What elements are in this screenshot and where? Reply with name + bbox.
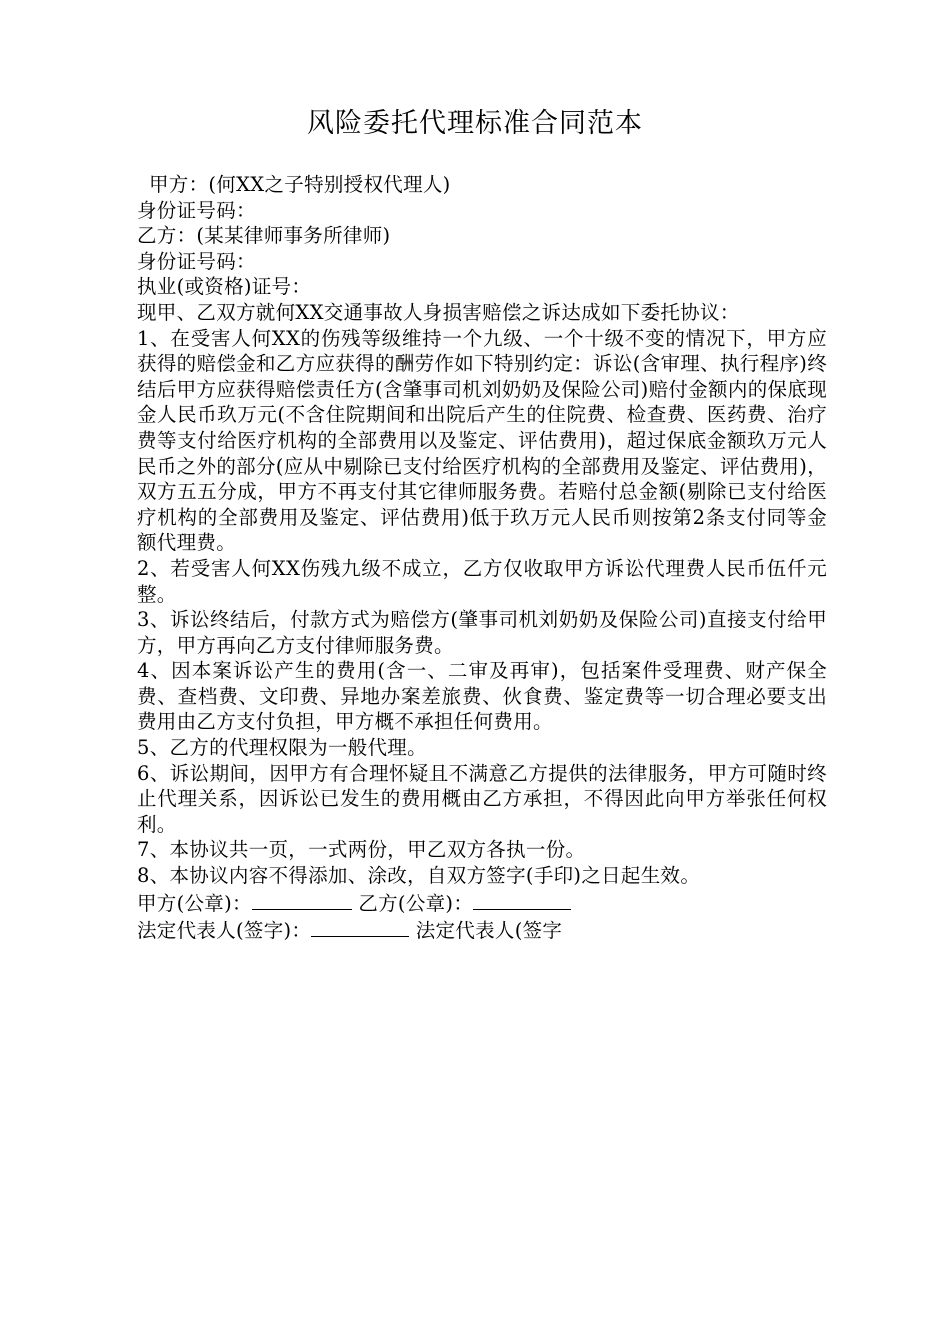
party-a-seal-label: 甲方(公章)：	[137, 891, 252, 915]
clause-3: 3、诉讼终结后，付款方式为赔偿方(肇事司机刘奶奶及保险公司)直接支付给甲方，甲方再向乙方支付律师服务费。	[137, 608, 827, 657]
rep-a-label: 法定代表人(签字)：	[137, 919, 312, 943]
clause-7: 7、本协议共一页，一式两份，甲乙双方各执一份。	[137, 838, 586, 862]
contract-body	[137, 172, 827, 944]
party-b-id-line: 身份证号码：	[137, 249, 256, 273]
rep-b-label: 法定代表人(签字	[415, 919, 563, 943]
party-a-line: 甲方：(何XX之子特别授权代理人)	[149, 173, 451, 196]
party-b-license-line: 执业(或资格)证号：	[137, 275, 312, 299]
intro-paragraph: 现甲、乙双方就何XX交通事故人身损害赔偿之诉达成如下委托协议：	[137, 300, 740, 324]
clause-1: 1、在受害人何XX的伤残等级维持一个九级、一个十级不变的情况下，甲方应获得的赔偿金和乙方应获得的酬劳作如下特别约定：诉讼(含审理、执行程序)终结后甲方应获得赔偿责任方(含肇事司机刘奶奶及保险公司)赔付金额内的保底现金人民币玖万元(不含住院期间和出院后产生的住院费、检查费、医药费、治疗费等支付给医疗机构的全部费用以及鉴定、评估费用)，超过保底金额玖万元人民币之外的部分(应从中剔除已支付给医疗机构的全部费用及鉴定、评估费用)，双方五五分成，甲方不再支付其它律师服务费。若赔付总金额(剔除已支付给医疗机构的全部费用及鉴定、评估费用)低于玖万元人民币则按第2条支付同等金额代理费。	[137, 326, 827, 555]
page-title: 风险委托代理标准合同范本	[307, 108, 643, 139]
clause-6: 6、诉讼期间，因甲方有合理怀疑且不满意乙方提供的法律服务，甲方可随时终止代理关系，因诉讼已发生的费用概由乙方承担，不得因此向甲方举张任何权利。	[137, 761, 827, 836]
representative-line	[137, 916, 827, 944]
rep-a-signature-blank	[311, 916, 409, 937]
seal-line	[137, 889, 827, 917]
clause-8: 8、本协议内容不得添加、涂改，自双方签字(手印)之日起生效。	[137, 864, 701, 888]
clause-2: 2、若受害人何XX伤残九级不成立，乙方仅收取甲方诉讼代理费人民币伍仟元整。	[137, 556, 827, 606]
party-a-seal-blank	[252, 889, 352, 910]
party-b-seal-label: 乙方(公章)：	[358, 891, 474, 915]
party-b-seal-blank	[473, 889, 571, 910]
clause-4: 4、因本案诉讼产生的费用(含一、二审及再审)，包括案件受理费、财产保全费、查档费、文印费、异地办案差旅费、伙食费、鉴定费等一切合理必要支出费用由乙方支付负担，甲方概不承担任何费用。	[137, 659, 827, 734]
party-b-line: 乙方：(某某律师事务所律师)	[137, 224, 391, 248]
clause-5: 5、乙方的代理权限为一般代理。	[137, 736, 427, 760]
party-a-id-line: 身份证号码：	[137, 198, 256, 222]
